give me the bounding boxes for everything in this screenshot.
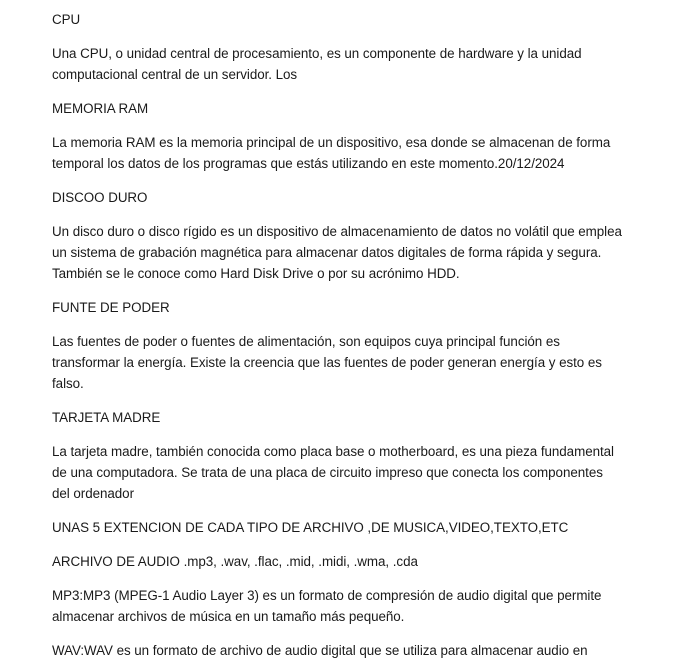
heading-disco-duro: DISCOO DURO: [52, 190, 148, 205]
heading-extensiones: UNAS 5 EXTENCION DE CADA TIPO DE ARCHIVO ,DE MUSICA,VIDEO,TEXTO,ETC: [52, 520, 569, 535]
heading-tarjeta-madre: TARJETA MADRE: [52, 410, 161, 425]
paragraph-archivo-audio: ARCHIVO DE AUDIO .mp3, .wav, .flac, .mid, .midi, .wma, .cda: [52, 554, 418, 569]
document-body: [52, 9, 622, 671]
heading-cpu: CPU: [52, 12, 81, 27]
paragraph-memoria-ram: La memoria RAM es la memoria principal de un dispositivo, esa donde se almacenan de forma temporal los datos de los programas que estás utilizando en este momento.20/12/2024: [52, 135, 611, 171]
paragraph-mp3: MP3:MP3 (MPEG-1 Audio Layer 3) es un formato de compresión de audio digital que permite almacenar archivos de música en un tamaño más pequeño.: [52, 588, 602, 624]
paragraph-disco-duro: Un disco duro o disco rígido es un dispositivo de almacenamiento de datos no volátil que emplea un sistema de grabación magnética para almacenar datos digitales de forma rápida y segura. También se le conoce como Hard Disk Drive o por su acrónimo HDD.: [52, 224, 622, 281]
paragraph-fuente-de-poder: Las fuentes de poder o fuentes de alimentación, son equipos cuya principal función es transformar la energía. Existe la creencia que las fuentes de poder generan energía y esto es falso.: [52, 334, 602, 391]
heading-fuente-de-poder: FUNTE DE PODER: [52, 300, 170, 315]
heading-memoria-ram: MEMORIA RAM: [52, 101, 149, 116]
paragraph-tarjeta-madre: La tarjeta madre, también conocida como placa base o motherboard, es una pieza fundamental de una computadora. Se trata de una placa de circuito impreso que conecta los componentes del ordenador: [52, 444, 614, 501]
paragraph-wav: WAV:WAV es un formato de archivo de audio digital que se utiliza para almacenar audio en: [52, 643, 588, 658]
paragraph-cpu: Una CPU, o unidad central de procesamiento, es un componente de hardware y la unidad computacional central de un servidor. Los: [52, 46, 582, 82]
